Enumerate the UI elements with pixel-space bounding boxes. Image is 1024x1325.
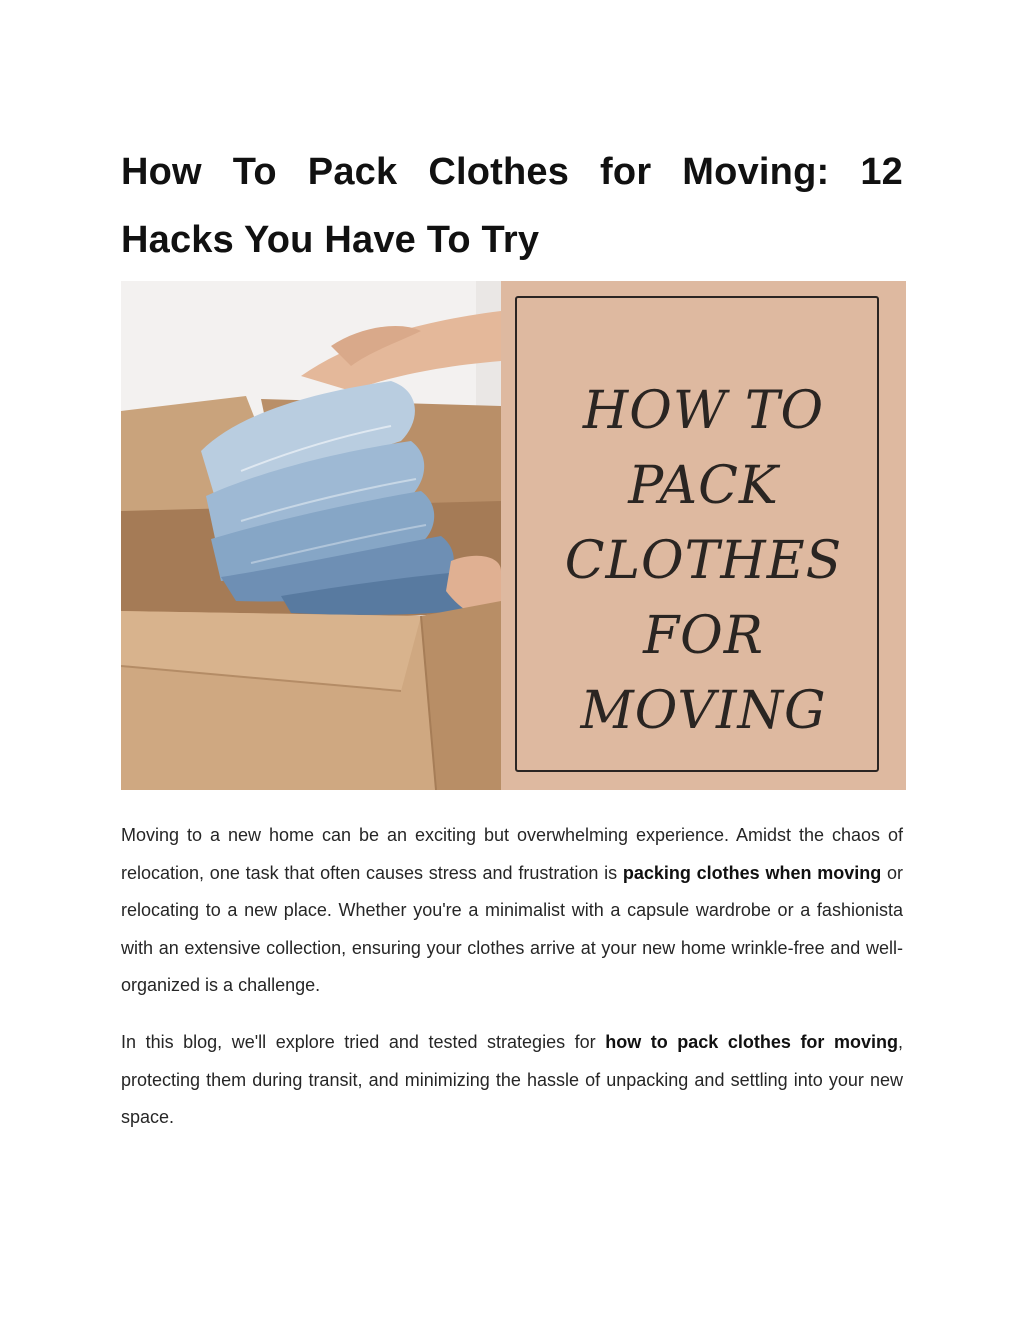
hero-panel-line: CLOTHES [564,531,843,591]
hero-title-panel [501,281,906,790]
hero-panel-line: HOW TO [582,381,825,441]
hero-panel-line: FOR [643,606,764,666]
overview-text-b: , protecting them during transit, and minimizing the hassle of unpacking and settling into your new space. [121,1032,904,1127]
intro-paragraph [121,817,903,1005]
intro-bold-phrase: packing clothes when moving [622,862,882,883]
overview-text-a: In this blog, we'll explore tried and tested strategies for [121,1032,606,1052]
intro-text-a: Moving to a new home can be an exciting but overwhelming experience. Amidst the chaos of relocation, one task that often causes stress and frustration is [121,825,903,883]
hero-panel-text [501,374,906,749]
page-title-line-1: How To Pack Clothes for Moving: 12 [121,151,903,193]
page-title-line-2: Hacks You Have To Try [121,219,540,261]
hero-panel-line: MOVING [580,681,827,741]
page-title [121,138,903,274]
clothes-box-photo [121,281,501,790]
overview-bold-phrase: how to pack clothes for moving [605,1032,898,1052]
hero-image [121,281,906,790]
intro-text-b: or relocating to a new place. Whether you're a minimalist with a capsule wardrobe or a fashionista with an extensive collection, ensuring your clothes arrive at your new home wrinkle-free and well-organized is a challenge. [121,862,904,995]
hero-panel-line: PACK [628,456,779,516]
blog-overview-paragraph [121,1024,903,1137]
